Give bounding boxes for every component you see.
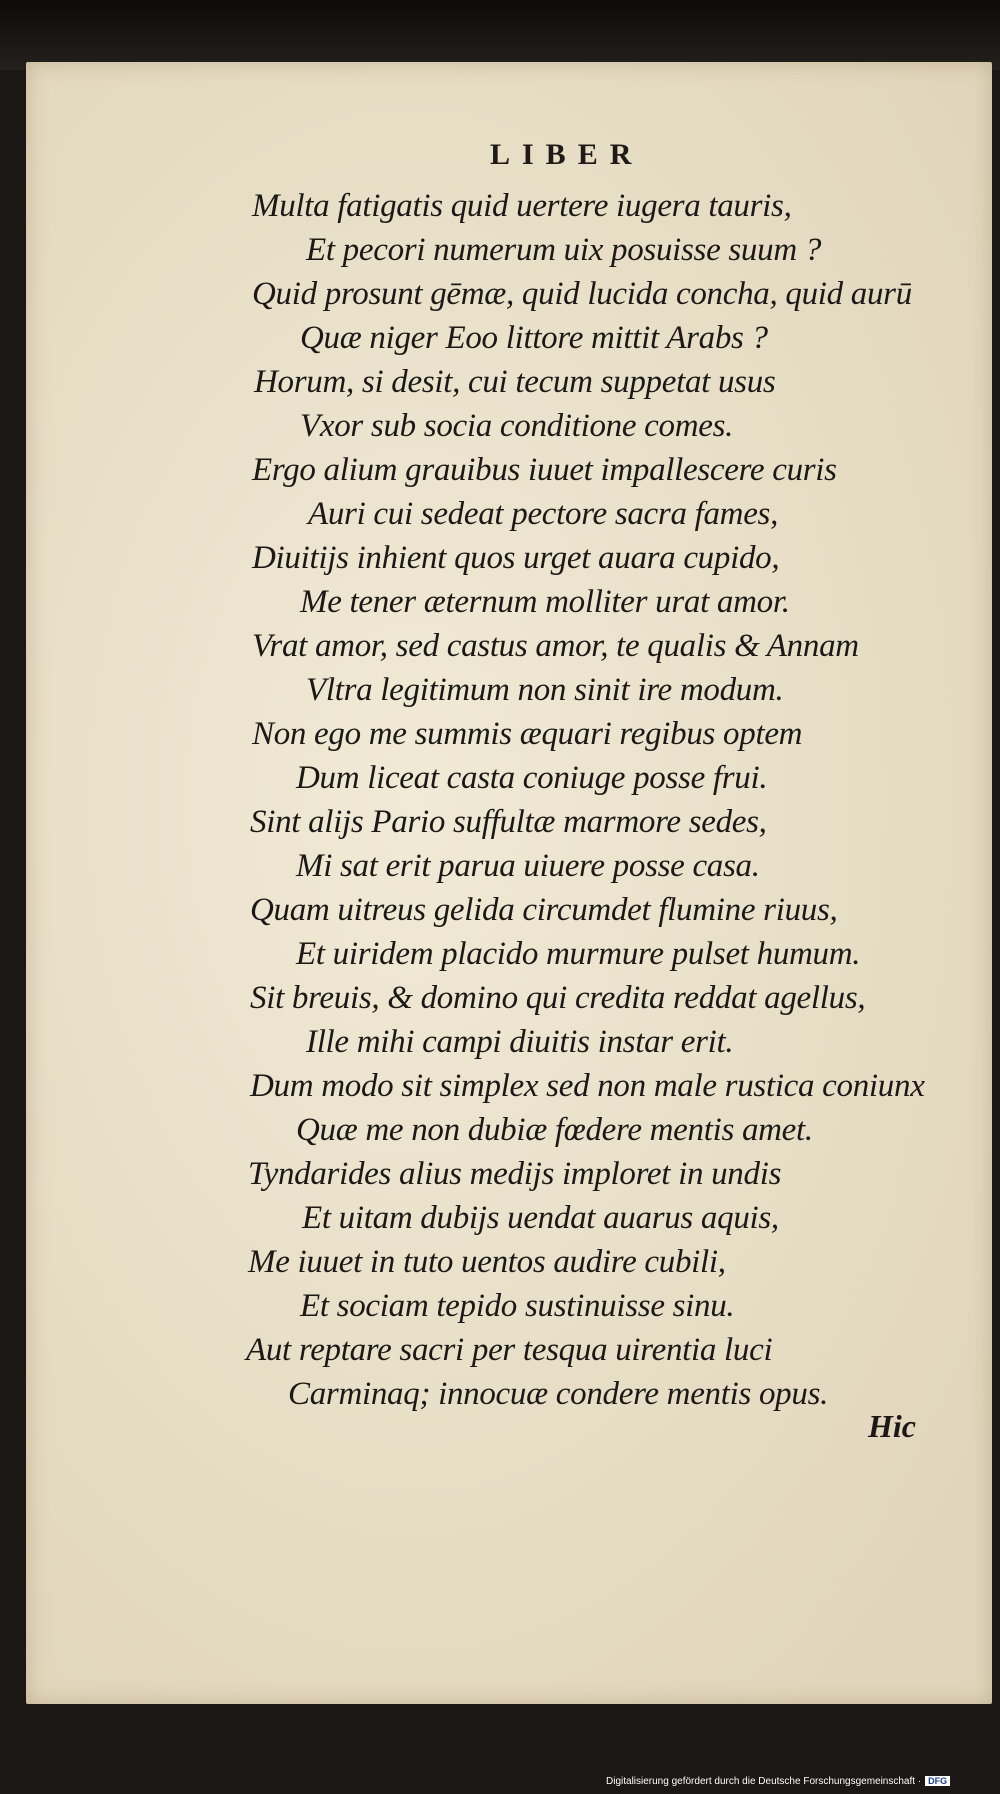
verse-line: Auri cui sedeat pectore sacra fames, (308, 496, 779, 532)
digitization-credit (606, 1776, 950, 1787)
verse-line: Dum liceat casta coniuge posse frui. (296, 760, 768, 796)
verse-line: Tyndarides alius medijs imploret in undis (248, 1156, 782, 1192)
verse-line: Sint alijs Pario suffultæ marmore sedes, (250, 804, 767, 840)
verse-line: Non ego me summis æquari regibus optem (252, 716, 803, 752)
verse-line: Horum, si desit, cui tecum suppetat usus (254, 364, 776, 400)
verse-line: Quæ niger Eoo littore mittit Arabs ? (300, 320, 768, 356)
verse-line: Carminaq; innocuæ condere mentis opus. (288, 1376, 829, 1412)
verse-line: Quam uitreus gelida circumdet flumine riuus, (250, 892, 838, 928)
verse-line: Vltra legitimum non sinit ire modum. (306, 672, 784, 708)
bleed-through-shadow (932, 182, 992, 1562)
scan-top-edge (0, 0, 1000, 70)
verse-line: Quæ me non dubiæ fœdere mentis amet. (296, 1112, 813, 1148)
verse-line: Et uitam dubijs uendat auarus aquis, (302, 1200, 779, 1236)
verse-line: Quid prosunt gēmæ, quid lucida concha, quid aurū (252, 276, 912, 312)
verse-line: Diuitijs inhient quos urget auara cupido, (252, 540, 780, 576)
catchword: Hic (868, 1408, 916, 1444)
verse-line: Et sociam tepido sustinuisse sinu. (300, 1288, 735, 1324)
verse-line: Et uiridem placido murmure pulset humum. (296, 936, 861, 972)
running-header: LIBER (490, 138, 644, 171)
verse-line: Multa fatigatis quid uertere iugera tauris, (252, 188, 792, 224)
verse-line: Ille mihi campi diuitis instar erit. (306, 1024, 734, 1060)
verse-line: Vrat amor, sed castus amor, te qualis & Annam (252, 628, 859, 664)
verse-line: Vxor sub socia conditione comes. (300, 408, 734, 444)
verse-line: Me tener æternum molliter urat amor. (300, 584, 790, 620)
dfg-logo: DFG (925, 1776, 950, 1786)
funding-text: Digitalisierung gefördert durch die Deutsche Forschungsgemeinschaft · (606, 1776, 922, 1787)
verse-line: Et pecori numerum uix posuisse suum ? (306, 232, 822, 268)
verse-line: Mi sat erit parua uiuere posse casa. (296, 848, 760, 884)
verse-line: Sit breuis, & domino qui credita reddat agellus, (250, 980, 866, 1016)
verse-line: Dum modo sit simplex sed non male rustica coniunx (250, 1068, 925, 1104)
verse-line: Me iuuet in tuto uentos audire cubili, (248, 1244, 726, 1280)
verse-line: Ergo alium grauibus iuuet impallescere curis (252, 452, 837, 488)
verse-line: Aut reptare sacri per tesqua uirentia luci (246, 1332, 773, 1368)
